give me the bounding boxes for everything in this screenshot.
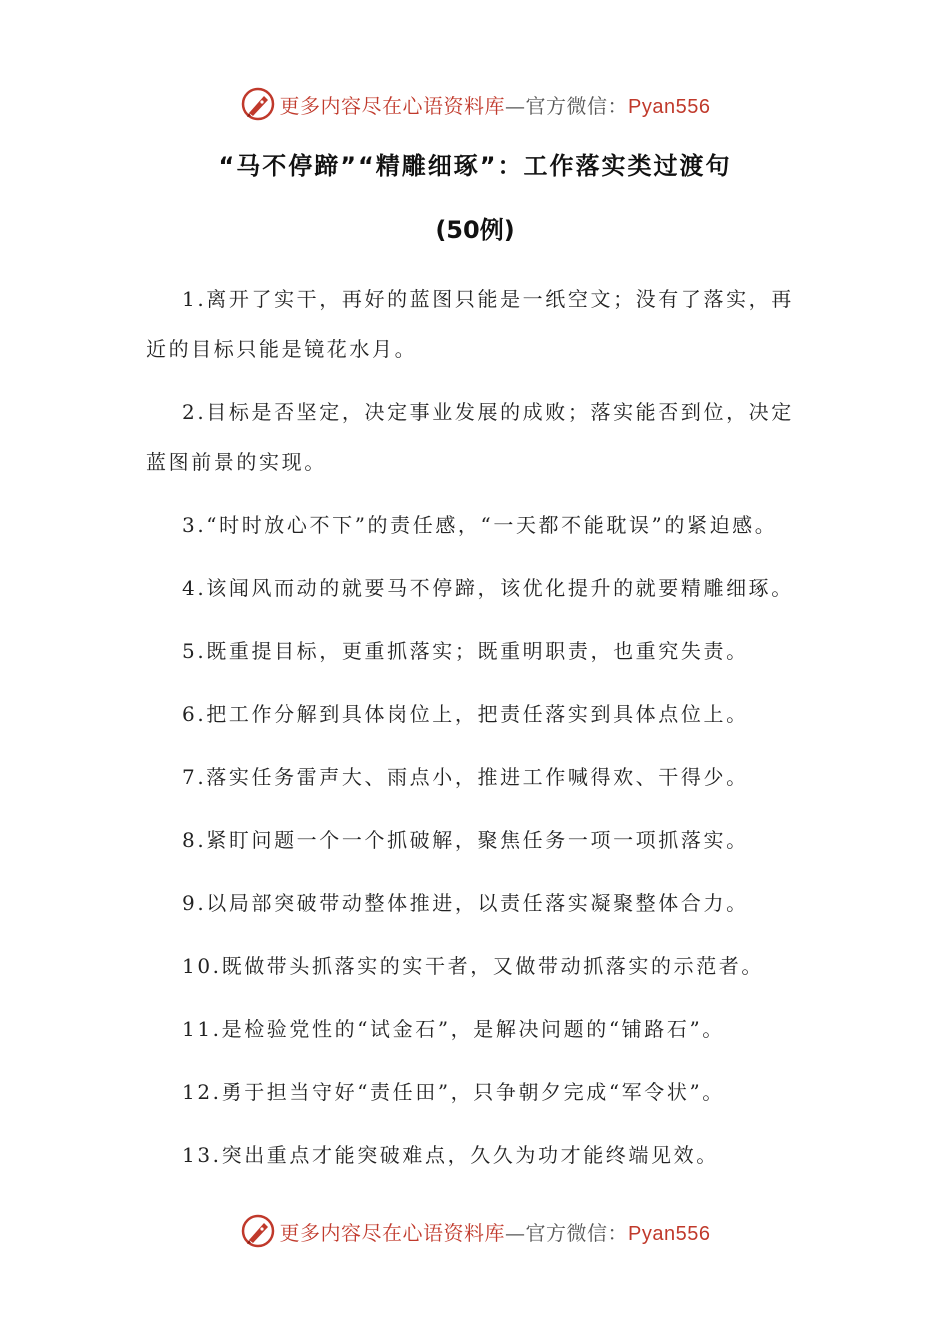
list-item: 6.把工作分解到具体岗位上，把责任落实到具体点位上。 (182, 702, 749, 726)
list-item: 11.是检验党性的“试金石”，是解决问题的“铺路石”。 (182, 1017, 725, 1041)
list-item: 9.以局部突破带动整体推进，以责任落实凝聚整体合力。 (182, 891, 749, 915)
banner-sub-text: —官方微信： (505, 1220, 629, 1245)
list-item: 10.既做带头抓落实的实干者，又做带动抓落实的示范者。 (182, 954, 765, 978)
banner-sub-text: —官方微信： (505, 93, 629, 118)
banner-wechat-id: Pyan556 (628, 95, 711, 118)
banner-main-text: 更多内容尽在心语资料库 (279, 1220, 506, 1245)
pen-nib-logo-icon (240, 1213, 276, 1249)
list-item: 7.落实任务雷声大、雨点小，推进工作喊得欢、干得少。 (182, 765, 749, 789)
header-banner (0, 82, 950, 126)
footer-banner (0, 1209, 950, 1253)
list-item: 13.突出重点才能突破难点，久久为功才能终端见效。 (182, 1143, 719, 1167)
page-subtitle: (50例) (435, 216, 515, 244)
list-item: 8.紧盯问题一个一个抓破解，聚焦任务一项一项抓落实。 (182, 828, 749, 852)
list-item: 12.勇于担当守好“责任田”，只争朝夕完成“军令状”。 (182, 1080, 725, 1104)
pen-nib-logo-icon (240, 86, 276, 122)
list-item: 4.该闻风而动的就要马不停蹄，该优化提升的就要精雕细琢。 (182, 576, 794, 600)
list-item: 5.既重提目标，更重抓落实；既重明职责，也重究失责。 (182, 639, 749, 663)
page-title: “马不停蹄”“精雕细琢”：工作落实类过渡句 (218, 152, 732, 180)
list-item: 3.“时时放心不下”的责任感，“一天都不能耽误”的紧迫感。 (182, 513, 778, 537)
banner-text (280, 1217, 711, 1246)
list-item: 1.离开了实干，再好的蓝图只能是一纸空文；没有了落实，再近的目标只能是镜花水月。 (146, 287, 794, 361)
list-item: 2.目标是否坚定，决定事业发展的成败；落实能否到位，决定蓝图前景的实现。 (146, 400, 794, 474)
banner-main-text: 更多内容尽在心语资料库 (279, 93, 506, 118)
banner-text (280, 90, 711, 119)
document-body (146, 274, 808, 1193)
banner-wechat-id: Pyan556 (628, 1222, 711, 1245)
